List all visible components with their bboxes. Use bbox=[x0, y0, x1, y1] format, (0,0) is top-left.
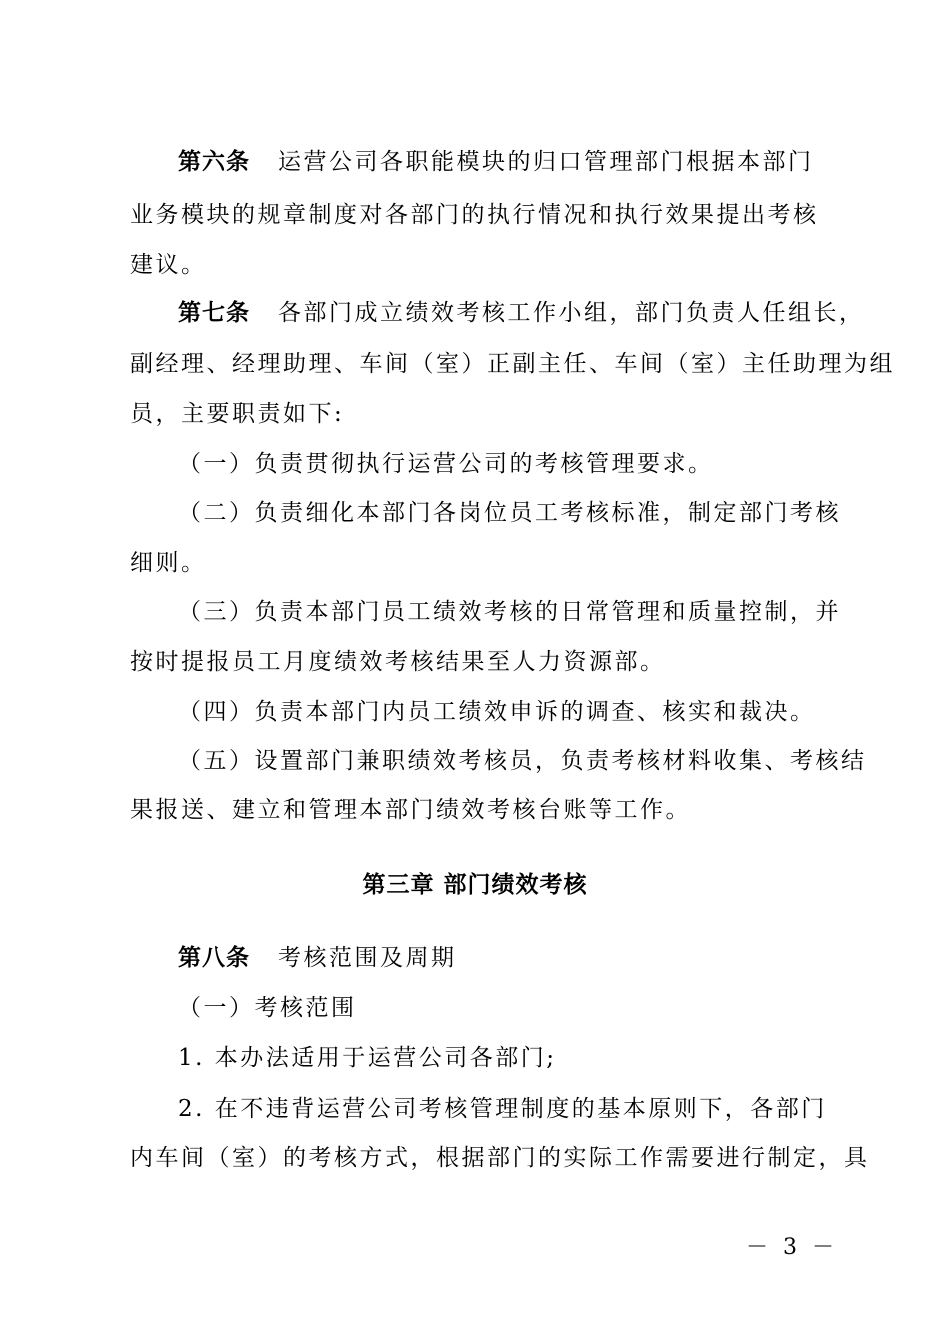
article7-item2-line2: 细则。 bbox=[130, 550, 207, 576]
article7-line1 bbox=[178, 298, 865, 328]
article7-item1: （一）负责贯彻执行运营公司的考核管理要求。 bbox=[178, 451, 714, 477]
article6-line2: 业务模块的规章制度对各部门的执行情况和执行效果提出考核 bbox=[130, 202, 819, 228]
article8-point2-line2: 内车间（室）的考核方式，根据部门的实际工作需要进行制定，具 bbox=[130, 1145, 870, 1171]
article7-item4: （四）负责本部门内员工绩效申诉的调查、核实和裁决。 bbox=[178, 699, 816, 725]
article7-item3-line1: （三）负责本部门员工绩效考核的日常管理和质量控制，并 bbox=[178, 599, 841, 625]
article8-text: 考核范围及周期 bbox=[278, 945, 457, 971]
page-number: － 3 － bbox=[746, 1235, 838, 1260]
article6-line1 bbox=[178, 147, 814, 177]
article7-item5-line1: （五）设置部门兼职绩效考核员，负责考核材料收集、考核结 bbox=[178, 748, 867, 774]
article6-line3: 建议。 bbox=[130, 252, 207, 278]
article8-point2-line1: 2. 在不违背运营公司考核管理制度的基本原则下，各部门 bbox=[178, 1096, 827, 1122]
article6-heading: 第六条 bbox=[178, 149, 250, 175]
article8-sub1: （一）考核范围 bbox=[178, 995, 357, 1021]
article8-point1: 1. 本办法适用于运营公司各部门; bbox=[178, 1045, 557, 1071]
article7-line2: 副经理、经理助理、车间（室）正副主任、车间（室）主任助理为组 bbox=[130, 351, 895, 377]
article6-text1: 运营公司各职能模块的归口管理部门根据本部门 bbox=[278, 149, 814, 175]
chapter-title: 第三章 部门绩效考核 bbox=[362, 872, 588, 898]
article7-heading: 第七条 bbox=[178, 300, 250, 326]
article7-item2-line1: （二）负责细化本部门各岗位员工考核标准，制定部门考核 bbox=[178, 500, 841, 526]
article8-line1 bbox=[178, 943, 457, 973]
article7-item5-line2: 果报送、建立和管理本部门绩效考核台账等工作。 bbox=[130, 797, 691, 823]
article7-item3-line2: 按时提报员工月度绩效考核结果至人力资源部。 bbox=[130, 649, 666, 675]
article7-line3: 员，主要职责如下: bbox=[130, 401, 345, 427]
article8-heading: 第八条 bbox=[178, 945, 250, 971]
article7-text1: 各部门成立绩效考核工作小组，部门负责人任组长， bbox=[278, 300, 865, 326]
